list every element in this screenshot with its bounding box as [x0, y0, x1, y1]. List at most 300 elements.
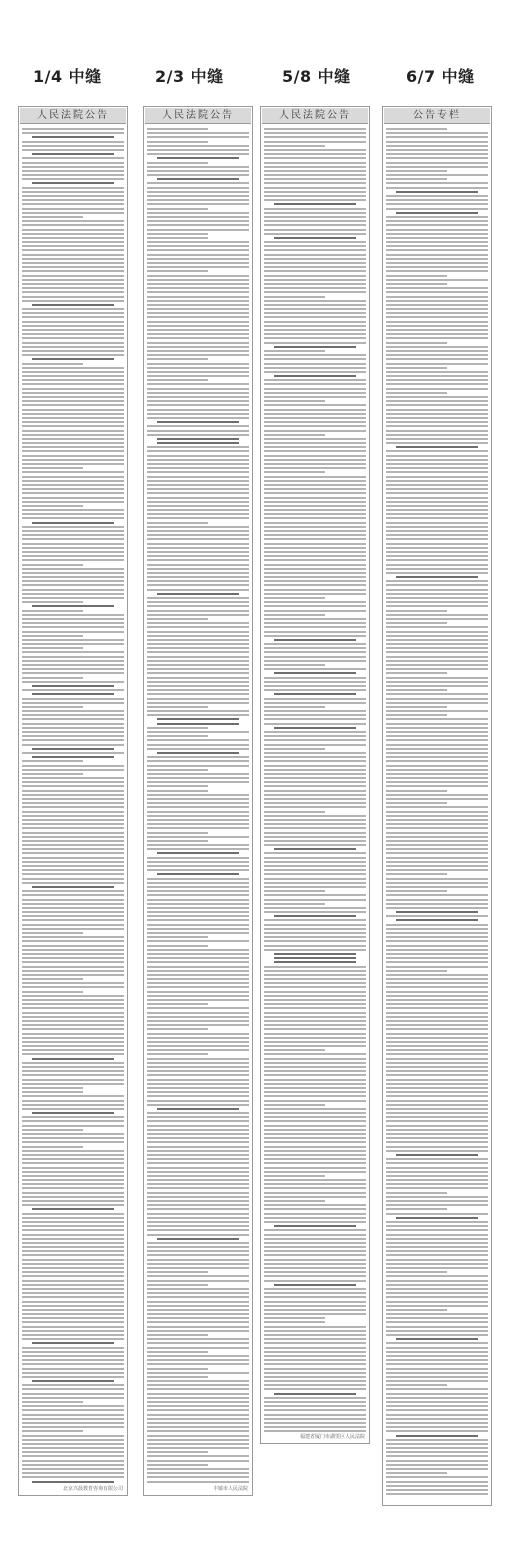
text-line [386, 647, 488, 649]
text-line [386, 199, 488, 201]
text-line [22, 476, 124, 478]
text-line [22, 1125, 124, 1127]
text-line [22, 907, 124, 909]
text-line [386, 1100, 488, 1102]
text-line [147, 501, 249, 503]
text-line [386, 224, 488, 226]
text-line [22, 811, 124, 813]
text-line [22, 584, 124, 586]
text-line [147, 949, 249, 951]
text-line [264, 1053, 366, 1055]
text-line [264, 1271, 366, 1273]
text-line [147, 1246, 249, 1248]
text-line [147, 1409, 249, 1411]
text-line [386, 999, 488, 1001]
text-line [264, 1368, 366, 1370]
text-line [147, 1037, 249, 1039]
text-line [386, 1334, 488, 1336]
text-line [264, 656, 366, 658]
text-line [22, 1167, 124, 1169]
text-line [386, 1263, 488, 1265]
text-line [22, 689, 124, 691]
text-line [264, 677, 366, 679]
text-line [147, 840, 208, 842]
text-line [386, 1200, 488, 1202]
text-line [22, 543, 124, 545]
text-line [386, 1254, 488, 1256]
text-line [386, 1125, 488, 1127]
text-line [147, 1074, 249, 1076]
text-line [386, 1384, 447, 1386]
text-line [264, 651, 366, 653]
announcement-text-block [383, 125, 491, 1495]
text-line [22, 572, 124, 574]
text-line [386, 982, 488, 984]
text-line [264, 182, 366, 184]
text-line [264, 806, 366, 808]
text-line [274, 1225, 356, 1227]
text-line [386, 693, 488, 695]
text-line [264, 739, 366, 741]
text-line [147, 358, 208, 360]
text-line [386, 174, 488, 176]
text-line [147, 1275, 249, 1277]
text-line [147, 471, 249, 473]
text-line [147, 1317, 249, 1319]
text-line [32, 522, 114, 524]
text-line [264, 940, 366, 942]
text-line [264, 576, 366, 578]
text-line [396, 446, 478, 448]
text-line [147, 1100, 249, 1102]
text-line [157, 873, 239, 875]
text-line [147, 1313, 249, 1315]
text-line [157, 723, 239, 725]
text-line [147, 199, 249, 201]
text-line [386, 1003, 488, 1005]
text-line [22, 1330, 124, 1332]
text-line [264, 777, 366, 779]
text-line [22, 672, 124, 674]
text-line [386, 1292, 488, 1294]
text-line [386, 1104, 488, 1106]
text-line [264, 781, 366, 783]
text-line [22, 417, 124, 419]
text-line [274, 1284, 356, 1286]
text-line [264, 1376, 366, 1378]
text-line [22, 1439, 124, 1441]
text-line [22, 480, 124, 482]
text-line [22, 425, 124, 427]
text-line [264, 894, 366, 896]
text-line [22, 1238, 124, 1240]
text-line [147, 1196, 249, 1198]
text-line [264, 1217, 366, 1219]
text-line [386, 195, 488, 197]
text-line [386, 1116, 488, 1118]
text-line [157, 157, 239, 159]
text-line [264, 492, 366, 494]
text-line [147, 132, 249, 134]
text-line [386, 614, 488, 616]
text-line [396, 576, 478, 578]
text-line [147, 350, 249, 352]
text-line [264, 597, 325, 599]
text-line [386, 342, 447, 344]
text-line [22, 1192, 124, 1194]
text-line [386, 1208, 447, 1210]
text-line [22, 279, 124, 281]
text-line [147, 1430, 249, 1432]
text-line [22, 647, 83, 649]
text-line [386, 543, 488, 545]
text-line [147, 815, 249, 817]
text-line [22, 1154, 124, 1156]
text-line [147, 1292, 249, 1294]
text-line [147, 915, 249, 917]
text-line [386, 945, 488, 947]
text-line [22, 714, 124, 716]
text-line [147, 1020, 249, 1022]
text-line [147, 974, 249, 976]
text-line [264, 1238, 366, 1240]
text-line [147, 1418, 249, 1420]
text-line [147, 664, 249, 666]
text-line [147, 614, 249, 616]
text-line [264, 1129, 366, 1131]
text-line [147, 886, 249, 888]
text-line [22, 1070, 124, 1072]
text-line [386, 589, 488, 591]
text-line [147, 1133, 249, 1135]
text-line [22, 195, 124, 197]
text-line [386, 1095, 488, 1097]
text-line [264, 1070, 366, 1072]
text-line [386, 354, 488, 356]
text-line [147, 844, 249, 846]
text-line [386, 1238, 488, 1240]
text-line [22, 1242, 124, 1244]
text-line [264, 162, 366, 164]
text-line [264, 794, 366, 796]
text-line [22, 455, 124, 457]
text-line [147, 1150, 249, 1152]
text-line [22, 1321, 124, 1323]
text-line [147, 970, 249, 972]
text-line [147, 1104, 249, 1106]
text-line [147, 1217, 249, 1219]
text-line [147, 781, 249, 783]
text-line [386, 316, 488, 318]
text-line [22, 597, 124, 599]
text-line [386, 1472, 447, 1474]
text-line [264, 484, 366, 486]
text-line [22, 517, 124, 519]
text-line [22, 312, 124, 314]
text-line [386, 392, 447, 394]
text-line [22, 924, 124, 926]
text-line [264, 551, 366, 553]
text-line [22, 890, 124, 892]
text-line [264, 480, 366, 482]
text-line [386, 1120, 488, 1122]
text-line [147, 848, 249, 850]
text-line [264, 610, 366, 612]
text-line [147, 388, 249, 390]
text-line [264, 1024, 366, 1026]
text-line [147, 794, 249, 796]
text-line [147, 1321, 249, 1323]
text-line [386, 664, 488, 666]
text-line [147, 572, 249, 574]
text-line [147, 765, 249, 767]
text-line [264, 1384, 366, 1386]
text-line [147, 731, 249, 733]
text-line [264, 153, 366, 155]
text-line [386, 1091, 488, 1093]
text-line [22, 832, 124, 834]
text-line [264, 467, 366, 469]
text-line [386, 760, 488, 762]
text-line [396, 1154, 478, 1156]
text-line [22, 1129, 83, 1131]
text-line [147, 966, 249, 968]
text-line [147, 924, 249, 926]
text-line [386, 178, 447, 180]
text-line [147, 1183, 249, 1185]
text-line [264, 1309, 366, 1311]
text-line [386, 266, 488, 268]
text-line [386, 1137, 488, 1139]
text-line [22, 760, 83, 762]
text-line [147, 564, 249, 566]
text-line [386, 1342, 488, 1344]
text-line [386, 597, 488, 599]
text-line [147, 584, 249, 586]
text-line [22, 1095, 124, 1097]
text-line [386, 668, 488, 670]
text-line [264, 936, 366, 938]
text-line [147, 1070, 249, 1072]
text-line [386, 1053, 488, 1055]
text-line [386, 321, 488, 323]
text-line [264, 1359, 366, 1361]
text-line [386, 1284, 488, 1286]
text-line [386, 723, 488, 725]
text-line [386, 1024, 488, 1026]
text-line [386, 1464, 488, 1466]
text-line [386, 1317, 488, 1319]
gutter-label-six-sevenths: 6/7 中缝 [406, 67, 475, 86]
text-line [386, 434, 488, 436]
text-line [147, 1200, 249, 1202]
column-footer: 丰镇市人民法院 [212, 1486, 248, 1492]
text-line [386, 677, 488, 679]
text-line [386, 492, 488, 494]
text-line [264, 1246, 366, 1248]
text-line [147, 622, 249, 624]
text-line [22, 497, 124, 499]
text-line [386, 363, 488, 365]
text-line [147, 660, 249, 662]
text-line [386, 1485, 488, 1487]
text-line [386, 283, 447, 285]
text-line [147, 932, 249, 934]
text-line [386, 1321, 488, 1323]
text-line [264, 488, 366, 490]
text-line [386, 1007, 488, 1009]
text-line [264, 986, 366, 988]
text-line [264, 744, 366, 746]
text-line [147, 861, 249, 863]
text-line [386, 995, 488, 997]
text-line [264, 1250, 366, 1252]
text-line [386, 141, 488, 143]
text-line [264, 296, 325, 298]
text-line [22, 852, 124, 854]
text-line [22, 1083, 124, 1085]
text-line [386, 672, 447, 674]
text-line [22, 961, 124, 963]
text-line [147, 1242, 249, 1244]
gutter-label-five-eighths: 5/8 中缝 [282, 67, 351, 86]
text-line [386, 497, 488, 499]
text-line [386, 526, 488, 528]
text-line [386, 476, 488, 478]
text-line [147, 802, 249, 804]
text-line [147, 1330, 249, 1332]
text-line [22, 1313, 124, 1315]
text-line [22, 157, 124, 159]
text-line [147, 1280, 249, 1282]
text-line [22, 865, 124, 867]
text-line [386, 1430, 488, 1432]
text-line [386, 517, 488, 519]
text-line [264, 149, 366, 151]
text-line [264, 1355, 366, 1357]
text-line [22, 1468, 124, 1470]
text-line [264, 216, 366, 218]
text-line [147, 1041, 249, 1043]
text-line [264, 1326, 366, 1328]
gutter-label-two-thirds: 2/3 中缝 [155, 67, 224, 86]
text-line [147, 1225, 249, 1227]
text-line [264, 873, 366, 875]
text-line [22, 1225, 124, 1227]
text-line [147, 258, 249, 260]
text-line [264, 1125, 366, 1127]
text-line [386, 1062, 488, 1064]
text-line [264, 631, 366, 633]
text-line [386, 601, 488, 603]
text-line [147, 911, 249, 913]
text-line [147, 1481, 249, 1483]
text-line [22, 1003, 124, 1005]
text-line [386, 1213, 488, 1215]
text-line [386, 534, 488, 536]
text-line [264, 932, 366, 934]
text-line [386, 425, 488, 427]
text-line [264, 844, 366, 846]
text-line [147, 559, 249, 561]
text-line [264, 476, 366, 478]
text-line [386, 1376, 488, 1378]
text-line [264, 710, 366, 712]
text-line [386, 865, 488, 867]
text-line [147, 744, 249, 746]
text-line [22, 1435, 124, 1437]
text-line [264, 584, 366, 586]
text-line [22, 1422, 124, 1424]
text-line [22, 463, 124, 465]
text-line [386, 455, 488, 457]
text-line [147, 1158, 249, 1160]
text-line [147, 1079, 249, 1081]
text-line [22, 823, 124, 825]
text-line [386, 555, 488, 557]
text-line [22, 484, 124, 486]
text-line [22, 1171, 124, 1173]
text-line [22, 1016, 124, 1018]
text-line [22, 660, 124, 662]
text-line [147, 262, 249, 264]
text-line [386, 1422, 488, 1424]
text-line [386, 1129, 488, 1131]
text-line [264, 442, 366, 444]
text-line [386, 748, 488, 750]
text-line [264, 513, 366, 515]
text-line [386, 1250, 488, 1252]
text-line [22, 915, 124, 917]
text-line [264, 174, 366, 176]
text-line [22, 802, 124, 804]
text-line [147, 1309, 249, 1311]
text-line [32, 756, 114, 758]
text-line [264, 333, 366, 335]
text-line [386, 1275, 488, 1277]
text-line [386, 1196, 488, 1198]
text-line [22, 1259, 124, 1261]
text-line [264, 1338, 366, 1340]
text-line [264, 262, 366, 264]
text-line [264, 861, 366, 863]
text-line [386, 635, 488, 637]
text-line [147, 300, 249, 302]
text-line [22, 869, 124, 871]
text-line [147, 1443, 249, 1445]
text-line [22, 555, 124, 557]
text-line [386, 1183, 488, 1185]
text-line [147, 610, 249, 612]
text-line [386, 890, 447, 892]
text-line [147, 1271, 208, 1273]
text-line [264, 530, 366, 532]
text-line [22, 1049, 124, 1051]
text-line [22, 656, 124, 658]
text-line [264, 689, 366, 691]
text-line [147, 367, 249, 369]
text-line [386, 153, 488, 155]
text-line [386, 806, 488, 808]
text-line [147, 1045, 249, 1047]
text-line [264, 1058, 366, 1060]
text-line [264, 450, 366, 452]
text-line [147, 404, 249, 406]
text-line [386, 1447, 488, 1449]
text-line [264, 882, 366, 884]
text-line [147, 1112, 249, 1114]
text-line [22, 698, 124, 700]
